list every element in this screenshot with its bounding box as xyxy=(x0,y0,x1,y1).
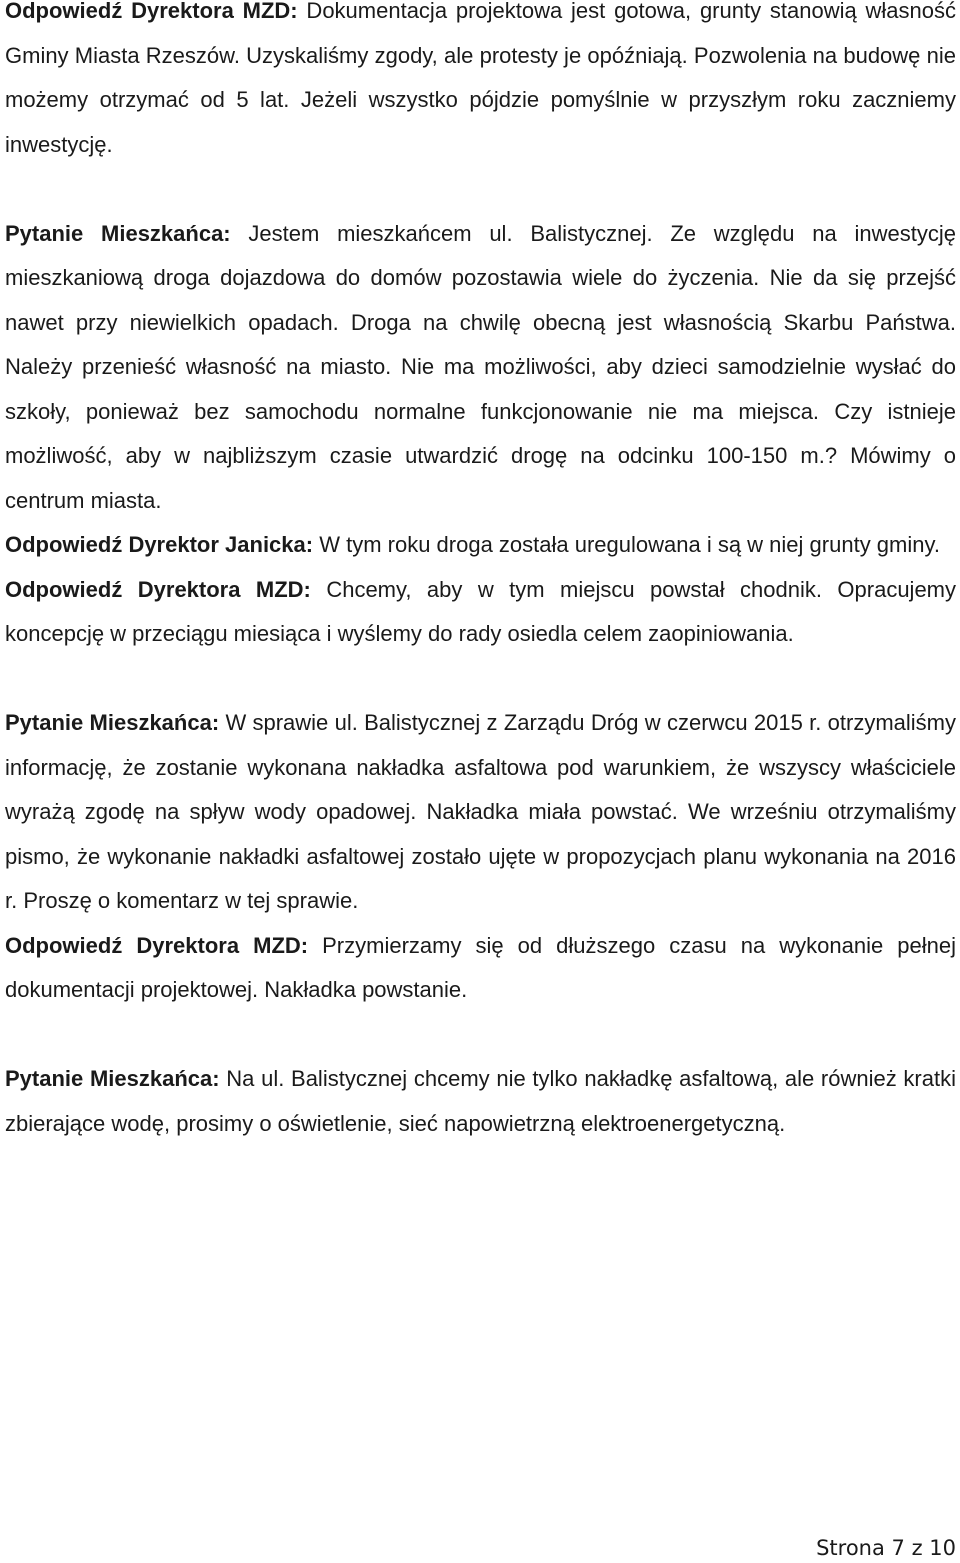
paragraph-text: Przymierzamy się od dłuższego czasu na wykonanie pełnej dokumentacji projektowej. Nakładka powstanie. xyxy=(5,932,956,1002)
document-body xyxy=(5,0,956,1146)
speaker-label: Pytanie Mieszkańca: xyxy=(5,220,231,246)
paragraph-answer-mzd-1 xyxy=(5,0,956,167)
paragraph-text: Dokumentacja projektowa jest gotowa, grunty stanowią własność Gminy Miasta Rzeszów. Uzyskaliśmy zgody, ale protesty je opóźniają. Pozwolenia na budowę nie możemy otrzymać od 5 lat. Jeżeli wszystko pójdzie pomyślnie w przyszłym roku zaczniemy inwestycję. xyxy=(5,0,956,157)
paragraph-text: Na ul. Balistycznej chcemy nie tylko nakładkę asfaltową, ale również kratki zbierające wodę, prosimy o oświetlenie, sieć napowietrzną elektroenergetyczną. xyxy=(5,1066,956,1136)
paragraph-text: W tym roku droga została uregulowana i są w niej grunty gminy. xyxy=(313,532,940,557)
speaker-label: Pytanie Mieszkańca: xyxy=(5,710,220,735)
paragraph-answer-mzd-2 xyxy=(5,568,956,657)
paragraph-question-resident-2 xyxy=(5,701,956,924)
speaker-label: Odpowiedź Dyrektora MZD: xyxy=(5,932,309,958)
speaker-label: Odpowiedź Dyrektor Janicka: xyxy=(5,532,314,557)
paragraph-answer-mzd-3 xyxy=(5,924,956,1013)
paragraph-text: Chcemy, aby w tym miejscu powstał chodnik. Opracujemy koncepcję w przeciągu miesiąca i wyślemy do rady osiedla celem zaopiniowania. xyxy=(5,576,957,646)
paragraph-answer-janicka xyxy=(5,523,956,568)
paragraph-question-resident-1 xyxy=(5,212,956,524)
paragraph-text: Jestem mieszkańcem ul. Balistycznej. Ze względu na inwestycję mieszkaniową droga dojazdowa do domów pozostawia wiele do życzenia. Nie da się przejść nawet przy niewielkich opadach. Droga na chwilę obecną jest własnością Skarbu Państwa. Należy przenieść własność na miasto. Nie ma możliwości, aby dzieci samodzielnie wysłać do szkoły, ponieważ bez samochodu normalne funkcjonowanie nie ma miejsca. Czy istnieje możliwość, aby w najbliższym czasie utwardzić drogę na odcinku 100-150 m.? Mówimy o centrum miasta. xyxy=(5,220,956,513)
speaker-label: Odpowiedź Dyrektora MZD: xyxy=(5,576,311,602)
page-number: Strona 7 z 10 xyxy=(816,1536,956,1560)
paragraph-text: W sprawie ul. Balistycznej z Zarządu Dróg w czerwcu 2015 r. otrzymaliśmy informację, że zostanie wykonana nakładka asfaltowa pod warunkiem, że wszyscy właściciele wyrażą zgodę na spływ wody opadowej. Nakładka miała powstać. We wrześniu otrzymaliśmy pismo, że wykonanie nakładki asfaltowej zostało ujęte w propozycjach planu wykonania na 2016 r. Proszę o komentarz w tej sprawie. xyxy=(5,710,956,913)
paragraph-question-resident-3 xyxy=(5,1057,956,1146)
speaker-label: Pytanie Mieszkańca: xyxy=(5,1066,220,1091)
speaker-label: Odpowiedź Dyrektora MZD: xyxy=(5,0,298,23)
